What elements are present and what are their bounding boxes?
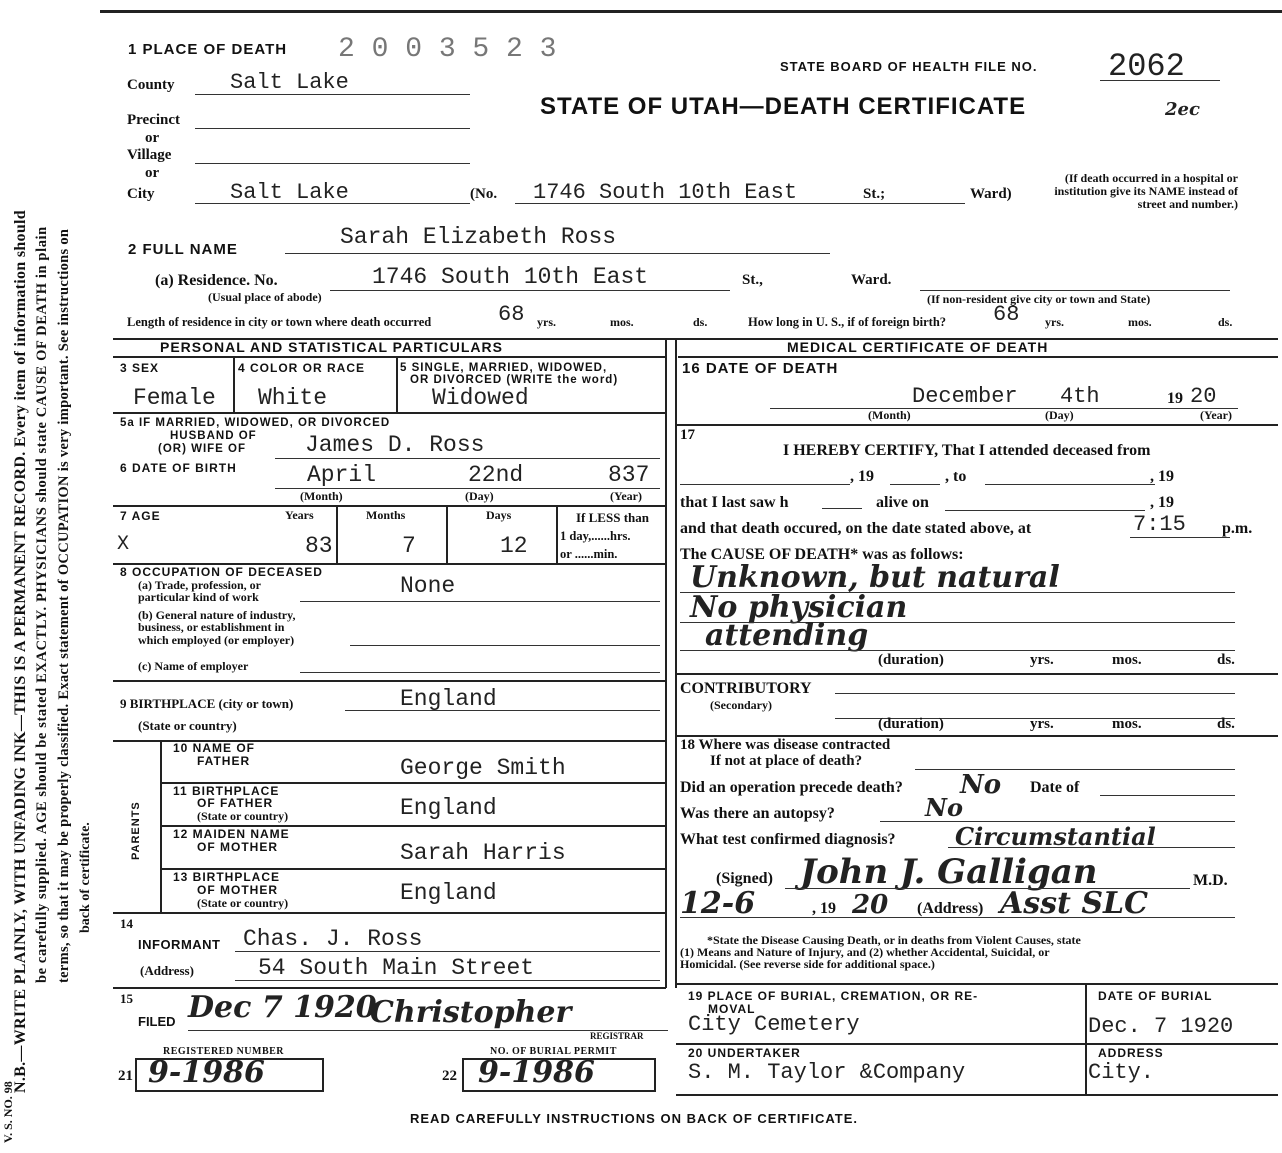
medical-rule-2 [676,673,1278,675]
occupation-b-3: which employed (or employer) [138,633,295,647]
color-value: White [258,385,328,411]
sign-date: 12-6 [680,886,756,921]
md-label: M.D. [1193,872,1228,889]
residence-label: (a) Residence. No. [155,272,278,289]
personal-title-rule [113,356,666,358]
occupation-b-1: (b) General nature of industry, [138,608,296,622]
occupation-value: None [400,573,456,599]
stamp-number: 2 0 0 3 5 2 3 [338,34,557,65]
precinct-line [195,128,470,129]
last-saw-text: that I last saw h [680,494,789,511]
full-name: Sarah Elizabeth Ross [340,224,617,250]
father-bp-label-1: 11 BIRTHPLACE [173,784,280,798]
mother-label-1: 12 MAIDEN NAME [173,827,290,841]
sign-date-line [680,917,1235,918]
alive-on-line [945,510,1145,511]
dob-year: 837 [608,462,650,488]
age-days-head: Days [486,508,512,522]
father-label-1: 10 NAME OF [173,741,256,755]
age-divider-2 [446,506,448,563]
birthplace-label: 9 BIRTHPLACE (city or town) [120,696,294,711]
num-17: 17 [680,427,695,443]
length-label: Length of residence in city or town where death occurred [127,315,432,329]
birthplace-line [345,710,660,711]
length-years: 68 [498,302,525,327]
mother-birthplace-value: England [400,880,497,906]
title-note: 2ec [1165,99,1200,120]
footer-instructions: READ CAREFULLY INSTRUCTIONS ON BACK OF CERTIFICATE. [410,1111,858,1126]
undertaker-label: 20 UNDERTAKER [688,1046,801,1060]
attended-to-label: , to [945,468,967,485]
address-line [515,203,965,204]
cause-ds: ds. [1217,652,1235,668]
date-of-label: Date of [1030,779,1080,796]
age-months: 7 [402,533,416,559]
age-years-head: Years [285,508,314,522]
burial-rule [676,1043,1278,1045]
contributory-line [835,693,1235,694]
county-line [195,94,470,95]
top-border [100,10,1282,13]
dob-day-cap: (Day) [465,489,494,503]
residence-st: St., [742,272,763,288]
margin-line-4: back of certificate. [78,822,93,933]
burial-permit-number: 9-1986 [478,1055,595,1090]
county-value: Salt Lake [230,70,349,95]
cause-duration-label: (duration) [878,652,944,668]
contrib-duration-label: (duration) [878,716,944,732]
birthplace-value: England [400,686,497,712]
margin-line-2: be carefully supplied. AGE should be stated EXACTLY. PHYSICIANS should state CAUSE OF DEATH in plain [34,226,50,983]
occupation-b-line [350,645,660,646]
undertaker-address: City. [1088,1060,1155,1085]
undertaker-address-label: ADDRESS [1098,1046,1164,1060]
informant-address-value: 54 South Main Street [258,955,535,981]
dod-month-cap: (Month) [868,408,911,422]
alive-on-text: alive on [876,494,929,511]
marital-value: Widowed [432,385,529,411]
father-label-2: FATHER [197,754,251,768]
full-name-line [285,253,830,254]
burial-date-label: DATE OF BURIAL [1098,989,1213,1003]
length-mos-label: mos. [610,315,634,329]
cause-rule-3 [680,650,1235,651]
attended-from-year-line [890,484,940,485]
sign-year: 20 [852,890,889,920]
mother-value: Sarah Harris [400,840,566,866]
contrib-yrs: yrs. [1030,716,1054,732]
foreign-mos-label: mos. [1128,315,1152,329]
nonresident-note: (If non-resident give city or town and State) [927,292,1151,306]
nonres-line [920,290,1230,291]
registrar-label: REGISTRAR [590,1031,644,1041]
precinct-label: Precinct [127,112,181,128]
residence-sub: (Usual place of abode) [208,290,322,304]
age-label: 7 AGE [120,509,161,523]
occupation-b-2: business, or establishment in [138,620,285,634]
father-bp-label-3: (State or country) [197,809,289,823]
mother-bp-label-3: (State or country) [197,896,289,910]
alive-on-19: , 19 [1150,494,1174,511]
death-time: 7:15 [1133,512,1186,537]
burial-permit-label: NO. OF BURIAL PERMIT [490,1046,617,1057]
grid-bottom-right [676,983,1278,985]
autopsy-value: No [925,793,963,822]
informant-address-line [235,980,660,981]
num-22: 22 [442,1068,457,1084]
signature: John J. Galligan [800,852,1098,892]
file-no-label: STATE BOARD OF HEALTH FILE NO. [780,59,1038,74]
foreign-years: 68 [993,302,1020,327]
employer-line [300,672,660,673]
dod-month: December [912,384,1018,409]
medical-rule-1 [676,424,1278,426]
margin-line-1: N.B.—WRITE PLAINLY, WITH UNFADING INK—THIS IS A PERMANENT RECORD. Every item of information should [12,210,29,1093]
row-rule-2 [113,505,666,507]
burial-divider [1085,984,1087,1094]
filed-handwriting: Dec 7 1920 [188,990,377,1025]
attended-to-line [985,484,1155,485]
operation-value: No [960,770,1002,800]
cause-line-1: Unknown, but natural [690,560,1060,595]
medical-section-title: MEDICAL CERTIFICATE OF DEATH [787,339,1049,355]
sex-label: 3 SEX [120,361,160,375]
contrib-mos: mos. [1112,716,1142,732]
attended-from-19: , 19 [850,468,874,485]
registered-number-label: REGISTERED NUMBER [163,1046,285,1057]
residence-value: 1746 South 10th East [372,264,649,290]
street-no-label: (No. [470,186,498,202]
sign-year-prefix: , 19 [812,900,836,917]
age-divider-3 [556,506,558,563]
contributory-label: CONTRIBUTORY [680,680,812,697]
dob-year-cap: (Year) [610,489,642,503]
filed-line [188,1030,668,1031]
less-min-label: or ......min. [560,547,618,561]
dod-day-cap: (Day) [1045,408,1074,422]
vs-number: V. S. NO. 98 [1,1081,15,1143]
footnote-2: (1) Means and Nature of Injury, and (2) whether Accidental, Suicidal, or [680,945,1050,959]
age-mark: X [117,533,130,556]
full-name-label: 2 FULL NAME [128,241,238,258]
occupation-c: (c) Name of employer [138,659,249,673]
dod-year: 20 [1190,384,1217,409]
or-label-1: or [145,130,160,146]
spouse-value: James D. Ross [305,432,485,458]
spouse-label-2: HUSBAND OF [170,430,257,442]
death-time-line [1130,537,1230,538]
mother-bp-label-2: OF MOTHER [197,883,278,897]
margin-instructions [0,0,110,1153]
foreign-yrs-label: yrs. [1045,315,1064,329]
sex-value: Female [133,385,216,411]
test-line [948,847,1235,848]
cause-line-3: attending [705,618,869,653]
q18-line-1: 18 Where was disease contracted [680,737,891,753]
attended-from-line [680,484,850,485]
mother-label-2: OF MOTHER [197,840,278,854]
informant-address-label: (Address) [140,963,194,978]
last-saw-line [822,508,862,509]
county-label: County [127,77,175,93]
length-ds-label: ds. [693,315,708,329]
sex-divider [233,357,235,412]
place-address: 1746 South 10th East [533,180,798,205]
date-of-line [1100,795,1235,796]
informant-value: Chas. J. Ross [243,926,423,952]
spouse-label-3: (OR) WIFE OF [158,443,247,455]
num-14: 14 [120,916,133,931]
dod-year-cap: (Year) [1200,408,1232,422]
occupation-line [300,601,660,602]
file-no-line [1100,80,1220,81]
burial-bottom-rule [676,1094,1278,1096]
age-years: 83 [305,533,333,559]
mother-bp-label-1: 13 BIRTHPLACE [173,870,281,884]
occurred-text: and that death occured, on the date stated above, at [680,520,1032,537]
occupation-a-2: particular kind of work [138,590,259,604]
less-hrs-label: 1 day,......hrs. [560,529,631,543]
burial-place: City Cemetery [688,1012,860,1037]
num-15: 15 [120,991,133,1006]
burial-place-label-1: 19 PLACE OF BURIAL, CREMATION, OR RE- [688,989,979,1003]
village-label: Village [127,147,172,163]
marital-label-2: OR DIVORCED (WRITE the word) [410,374,619,386]
death-time-pm: p.m. [1222,520,1253,537]
age-days: 12 [500,533,528,559]
city-label: City [127,186,155,202]
certificate-title: STATE OF UTAH—DEATH CERTIFICATE [540,93,1027,120]
city-value: Salt Lake [230,180,349,205]
occupation-label: 8 OCCUPATION OF DECEASED [120,565,323,579]
age-months-head: Months [366,508,406,522]
color-divider [396,357,398,412]
parents-label [120,790,150,870]
footnote-3: Homicidal. (See reverse side for additional space.) [680,957,935,971]
residence-ward: Ward. [851,272,892,288]
age-divider-1 [336,506,338,563]
medical-title-rule [678,356,1278,358]
ward-label: Ward) [970,186,1012,202]
cause-mos: mos. [1112,652,1142,668]
q18-line-2: If not at place of death? [710,753,863,769]
sign-address: Asst SLC [1000,886,1148,921]
dob-month-cap: (Month) [300,489,343,503]
dob-month: April [307,462,377,488]
informant-line [235,951,660,952]
burial-place-label-2: MOVAL [708,1002,756,1016]
personal-section-title: PERSONAL AND STATISTICAL PARTICULARS [160,339,503,355]
dob-day: 22nd [468,462,524,488]
autopsy-label: Was there an autopsy? [680,805,835,822]
row-rule-1 [113,412,666,414]
residence-line [330,290,730,291]
operation-label: Did an operation precede death? [680,779,903,796]
footnote-1: *State the Disease Causing Death, or in deaths from Violent Causes, state [707,933,1081,947]
row-rule-6 [113,912,666,914]
filed-label: FILED [138,1014,176,1029]
test-value: Circumstantial [955,822,1156,851]
marital-label-1: 5 SINGLE, MARRIED, WIDOWED, [400,362,608,374]
birthplace-sub: (State or country) [138,718,237,733]
contrib-ds: ds. [1217,716,1235,732]
father-birthplace-value: England [400,795,497,821]
st-label: St.; [863,186,886,202]
spouse-line [275,458,660,459]
row-rule-4 [113,680,666,682]
city-line [195,203,470,204]
dod-line [770,408,1238,409]
file-no: 2062 [1108,48,1185,85]
secondary-label: (Secondary) [710,698,772,712]
num-21: 21 [118,1068,133,1084]
undertaker: S. M. Taylor &Company [688,1060,966,1085]
sign-address-label: (Address) [917,900,984,917]
grid-divider-right [675,338,677,988]
foreign-ds-label: ds. [1218,315,1233,329]
dod-day: 4th [1060,384,1100,409]
less-than-label: If LESS than [576,510,649,525]
test-label: What test confirmed diagnosis? [680,831,896,848]
village-line [195,163,470,164]
grid-bottom-left [113,987,666,989]
registrar-handwriting: Christopher [370,995,572,1030]
margin-line-3: terms, so that it may be properly classified. Exact statement of OCCUPATION is very important. See instructions on [56,228,72,983]
cause-yrs: yrs. [1030,652,1054,668]
cause-label: The CAUSE OF DEATH* was as follows: [680,546,964,563]
cause-line-2: No physician [690,590,908,625]
certify-text: I HEREBY CERTIFY, That I attended deceased from [783,442,1151,459]
dod-year-prefix: 19 [1167,390,1183,407]
dob-label: 6 DATE OF BIRTH [120,461,237,475]
grid-divider-left [665,338,667,988]
father-value: George Smith [400,755,566,781]
occupation-a-1: (a) Trade, profession, or [138,578,261,592]
place-of-death-label: 1 PLACE OF DEATH [128,41,288,58]
attended-to-19: , 19 [1150,468,1174,485]
hospital-note: (If death occurred in a hospital or institution give its NAME instead of street and number.) [1054,171,1238,211]
color-label: 4 COLOR OR RACE [238,361,366,375]
informant-label: INFORMANT [138,937,221,952]
length-yrs-label: yrs. [537,315,556,329]
registered-number: 9-1986 [148,1055,265,1090]
parents-label-text: PARENTS [130,801,142,860]
date-of-death-label: 16 DATE OF DEATH [682,360,839,377]
or-label-2: or [145,165,160,181]
spouse-label-1: 5a IF MARRIED, WIDOWED, OR DIVORCED [120,417,391,429]
signed-label: (Signed) [716,870,773,887]
burial-date: Dec. 7 1920 [1088,1014,1234,1039]
father-bp-label-2: OF FATHER [197,796,274,810]
foreign-label: How long in U. S., if of foreign birth? [748,315,947,329]
